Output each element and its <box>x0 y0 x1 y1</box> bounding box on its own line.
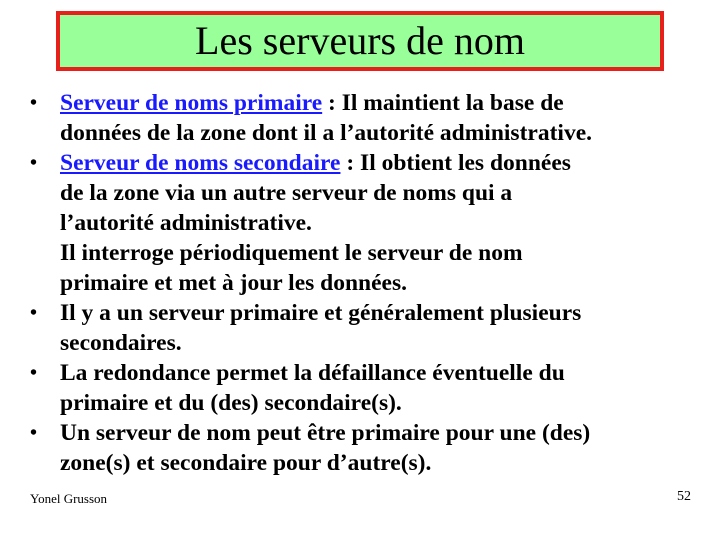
bullet-text: : Il obtient les données <box>340 150 571 176</box>
bullet-text: La redondance permet la défaillance éventuelle du <box>60 360 565 386</box>
bullet-text: Il y a un serveur primaire et généralement plusieurs <box>60 300 582 326</box>
bullet-text: zone(s) et secondaire pour d’autre(s). <box>60 450 432 476</box>
bullet-text: primaire et met à jour les données. <box>60 270 408 296</box>
link-secondary-server[interactable]: Serveur de noms secondaire <box>60 150 341 176</box>
footer-author: Yonel Grusson <box>30 491 108 506</box>
bullet-marker: • <box>30 92 38 114</box>
bullet-primary-and-secondary <box>26 418 706 478</box>
bullet-marker: • <box>30 302 38 324</box>
slide-title-box <box>56 11 664 71</box>
bullet-text: Il interroge périodiquement le serveur de nom <box>60 240 523 266</box>
bullet-marker: • <box>30 422 38 444</box>
bullet-multiple-servers <box>26 298 706 358</box>
page-number: 52 <box>677 489 691 504</box>
bullet-redundancy <box>26 358 706 418</box>
link-primary-server[interactable]: Serveur de noms primaire <box>60 90 323 116</box>
bullet-text: : Il maintient la base de <box>322 90 564 116</box>
bullet-marker: • <box>30 362 38 384</box>
slide-title: Les serveurs de nom <box>195 18 525 63</box>
bullet-text: données de la zone dont il a l’autorité administrative. <box>60 120 592 146</box>
bullet-list <box>26 88 706 478</box>
bullet-marker: • <box>30 152 38 174</box>
bullet-text: l’autorité administrative. <box>60 210 312 236</box>
bullet-text: secondaires. <box>60 330 182 356</box>
bullet-primary-server <box>26 88 706 148</box>
bullet-text: de la zone via un autre serveur de noms qui a <box>60 180 513 206</box>
bullet-text: Un serveur de nom peut être primaire pour une (des) <box>60 420 591 446</box>
bullet-text: primaire et du (des) secondaire(s). <box>60 390 402 416</box>
bullet-secondary-server <box>26 148 706 298</box>
